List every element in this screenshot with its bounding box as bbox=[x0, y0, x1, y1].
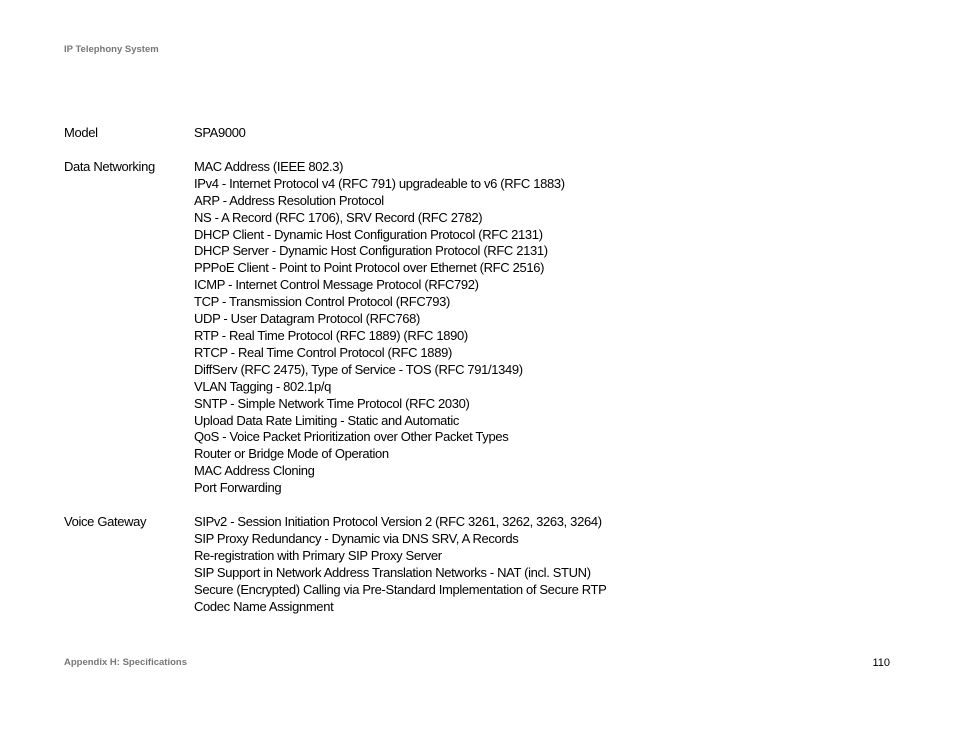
spec-line: VLAN Tagging - 802.1p/q bbox=[194, 378, 331, 394]
spec-line: UDP - User Datagram Protocol (RFC768) bbox=[194, 311, 420, 327]
spec-line: TCP - Transmission Control Protocol (RFC793) bbox=[194, 294, 450, 310]
spec-line: SPA9000 bbox=[194, 125, 246, 140]
spec-line: Codec Name Assignment bbox=[194, 598, 334, 614]
spec-row-voice-gateway bbox=[64, 514, 704, 615]
spec-line: MAC Address (IEEE 802.3) bbox=[194, 158, 344, 174]
spec-line: NS - A Record (RFC 1706), SRV Record (RFC 2782) bbox=[194, 209, 483, 225]
spec-row-data-networking bbox=[64, 159, 704, 497]
spec-line: SIPv2 - Session Initiation Protocol Version 2 (RFC 3261, 3262, 3263, 3264) bbox=[194, 514, 602, 530]
spec-table bbox=[64, 125, 704, 632]
spec-line: DHCP Client - Dynamic Host Configuration Protocol (RFC 2131) bbox=[194, 226, 543, 242]
spec-label: Voice Gateway bbox=[64, 514, 147, 530]
spec-line: Router or Bridge Mode of Operation bbox=[194, 446, 389, 462]
spec-line: Port Forwarding bbox=[194, 480, 282, 496]
spec-line: PPPoE Client - Point to Point Protocol over Ethernet (RFC 2516) bbox=[194, 260, 545, 276]
spec-line: MAC Address Cloning bbox=[194, 463, 315, 479]
spec-line: QoS - Voice Packet Prioritization over Other Packet Types bbox=[194, 429, 509, 445]
running-header: IP Telephony System bbox=[64, 44, 159, 55]
spec-label: Data Networking bbox=[64, 158, 155, 174]
spec-line: SNTP - Simple Network Time Protocol (RFC 2030) bbox=[194, 395, 470, 411]
spec-line: Upload Data Rate Limiting - Static and Automatic bbox=[194, 412, 460, 428]
spec-label: Model bbox=[64, 125, 98, 140]
spec-values bbox=[194, 159, 704, 497]
spec-row-model bbox=[64, 125, 704, 142]
spec-line: RTCP - Real Time Control Protocol (RFC 1889) bbox=[194, 344, 452, 360]
spec-line: SIP Proxy Redundancy - Dynamic via DNS SRV, A Records bbox=[194, 530, 519, 546]
spec-line: ICMP - Internet Control Message Protocol (RFC792) bbox=[194, 277, 479, 293]
spec-line: DiffServ (RFC 2475), Type of Service - TOS (RFC 791/1349) bbox=[194, 361, 523, 377]
spec-values bbox=[194, 125, 704, 142]
footer-section-title: Appendix H: Specifications bbox=[64, 657, 187, 668]
spec-line: IPv4 - Internet Protocol v4 (RFC 791) upgradeable to v6 (RFC 1883) bbox=[194, 175, 565, 191]
spec-line: SIP Support in Network Address Translation Networks - NAT (incl. STUN) bbox=[194, 564, 591, 580]
spec-line: ARP - Address Resolution Protocol bbox=[194, 192, 384, 208]
spec-line: DHCP Server - Dynamic Host Configuration Protocol (RFC 2131) bbox=[194, 243, 548, 259]
spec-line: RTP - Real Time Protocol (RFC 1889) (RFC 1890) bbox=[194, 327, 468, 343]
spec-values bbox=[194, 514, 704, 615]
spec-line: Re-registration with Primary SIP Proxy Server bbox=[194, 547, 442, 563]
page-number: 110 bbox=[872, 657, 890, 669]
spec-line: Secure (Encrypted) Calling via Pre-Standard Implementation of Secure RTP bbox=[194, 581, 607, 597]
